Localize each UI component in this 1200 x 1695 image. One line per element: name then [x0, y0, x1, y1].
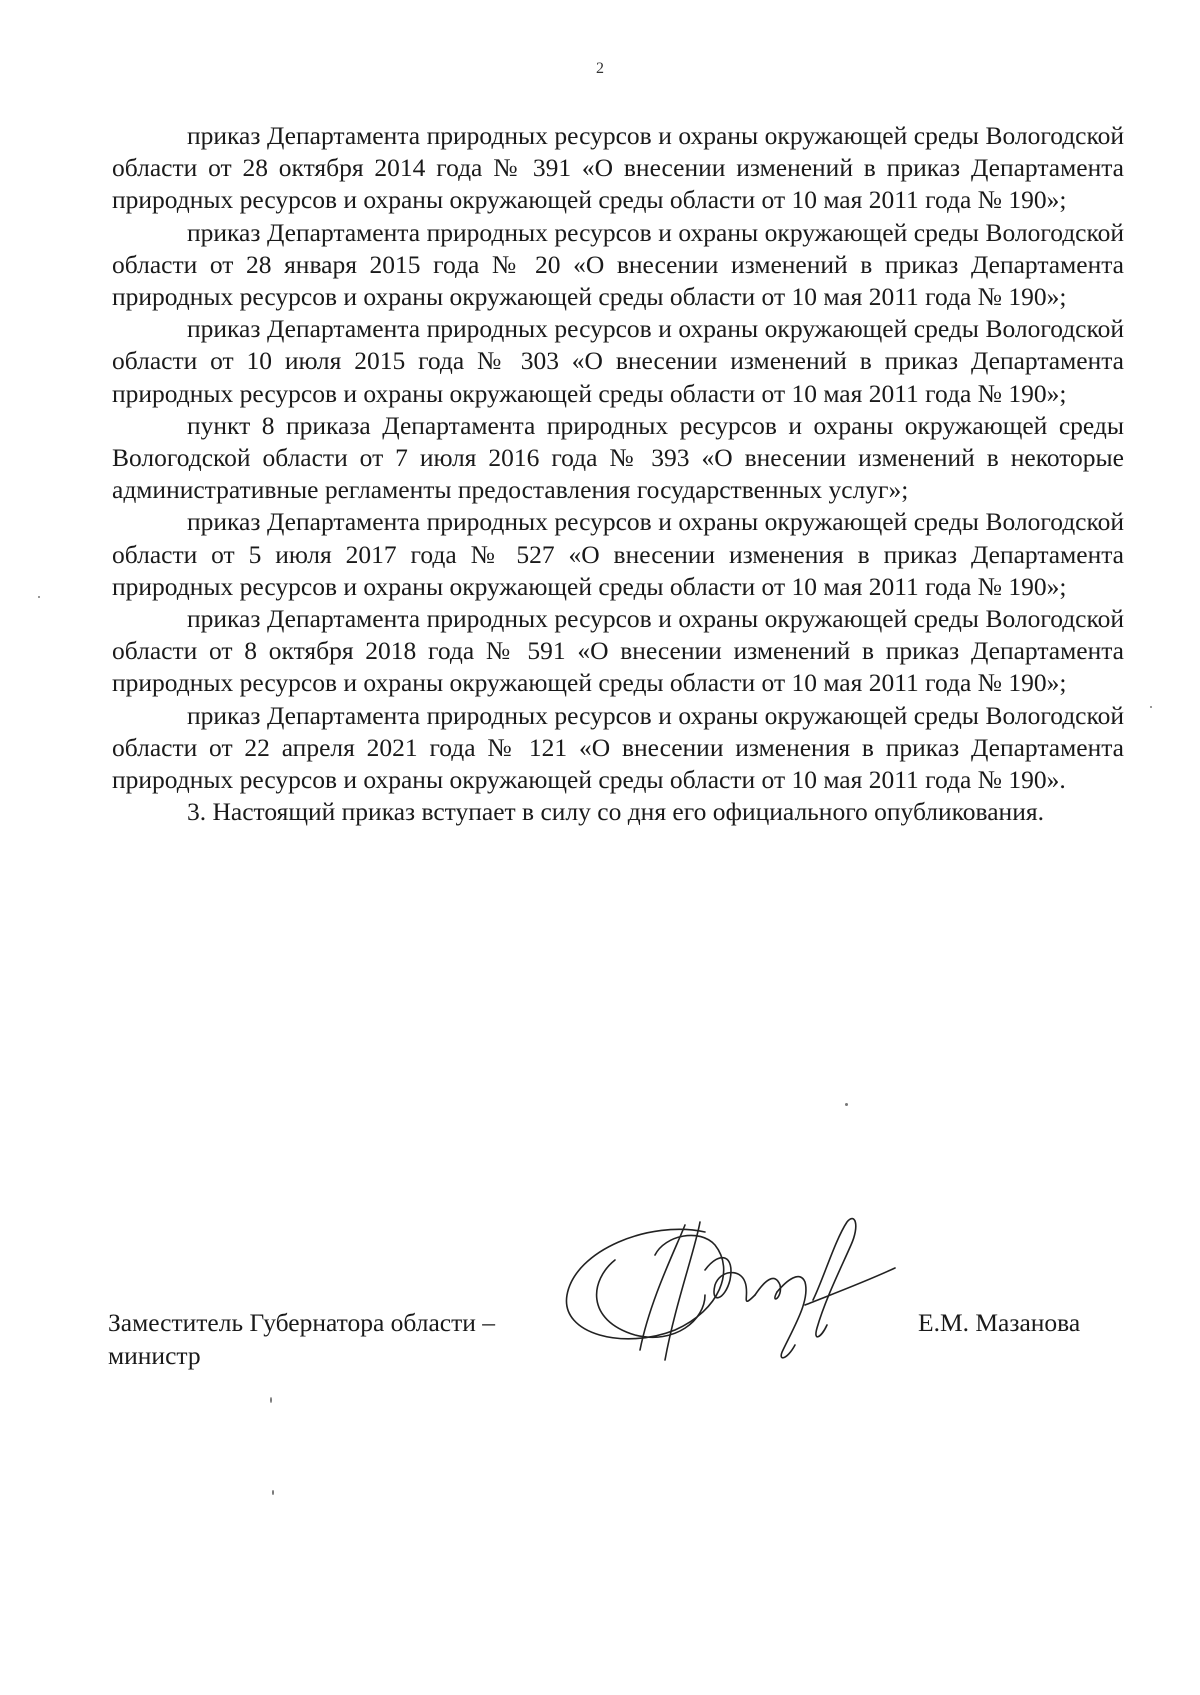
signatory-position — [108, 1306, 495, 1372]
scan-speck — [38, 596, 40, 598]
document-body — [112, 120, 1124, 828]
handwritten-signature — [555, 1210, 900, 1370]
paragraph-order-2015-july: приказ Департамента природных ресурсов и охраны окружающей среды Вологодской области от 10 июля 2015 года № 303 «О внесении изменений в приказ Департамента природных ресурсов и охраны окружающей среды области от 10 мая 2011 года № 190»; — [112, 314, 1124, 408]
scan-speck — [272, 1490, 274, 1495]
paragraph-order-2018: приказ Департамента природных ресурсов и охраны окружающей среды Вологодской области от 8 октября 2018 года № 591 «О внесении изменений в приказ Департамента природных ресурсов и охраны окружающей среды области от 10 мая 2011 года № 190»; — [112, 604, 1124, 698]
scan-speck — [270, 1397, 272, 1403]
scan-speck — [1150, 706, 1152, 708]
paragraph-order-2014: приказ Департамента природных ресурсов и охраны окружающей среды Вологодской области от 28 октября 2014 года № 391 «О внесении изменений в приказ Департамента природных ресурсов и охраны окружающей среды области от 10 мая 2011 года № 190»; — [112, 121, 1124, 215]
paragraph-order-2015-january: приказ Департамента природных ресурсов и охраны окружающей среды Вологодской области от 28 января 2015 года № 20 «О внесении изменений в приказ Департамента природных ресурсов и охраны окружающей среды области от 10 мая 2011 года № 190»; — [112, 217, 1124, 312]
page-number: 2 — [596, 60, 604, 77]
signatory-position-line1: Заместитель Губернатора области – — [108, 1308, 496, 1337]
paragraph-order-2017: приказ Департамента природных ресурсов и охраны окружающей среды Вологодской области от 5 июля 2017 года № 527 «О внесении изменения в приказ Департамента природных ресурсов и охраны окружающей среды области от 10 мая 2011 года № 190»; — [112, 507, 1124, 601]
signatory-name: Е.М. Мазанова — [918, 1308, 1081, 1337]
signatory-position-line2: министр — [108, 1341, 201, 1370]
paragraph-effective-date: 3. Настоящий приказ вступает в силу со дня его официального опубликования. — [187, 797, 1044, 827]
paragraph-order-2016: пункт 8 приказа Департамента природных ресурсов и охраны окружающей среды Вологодской области от 7 июля 2016 года № 393 «О внесении изменений в некоторые административные регламенты предоставления государственных услуг»; — [112, 410, 1124, 505]
paragraph-order-2021: приказ Департамента природных ресурсов и охраны окружающей среды Вологодской области от 22 апреля 2021 года № 121 «О внесении изменения в приказ Департамента природных ресурсов и охраны окружающей среды области от 10 мая 2011 года № 190». — [112, 700, 1124, 795]
scan-speck — [845, 1103, 848, 1106]
